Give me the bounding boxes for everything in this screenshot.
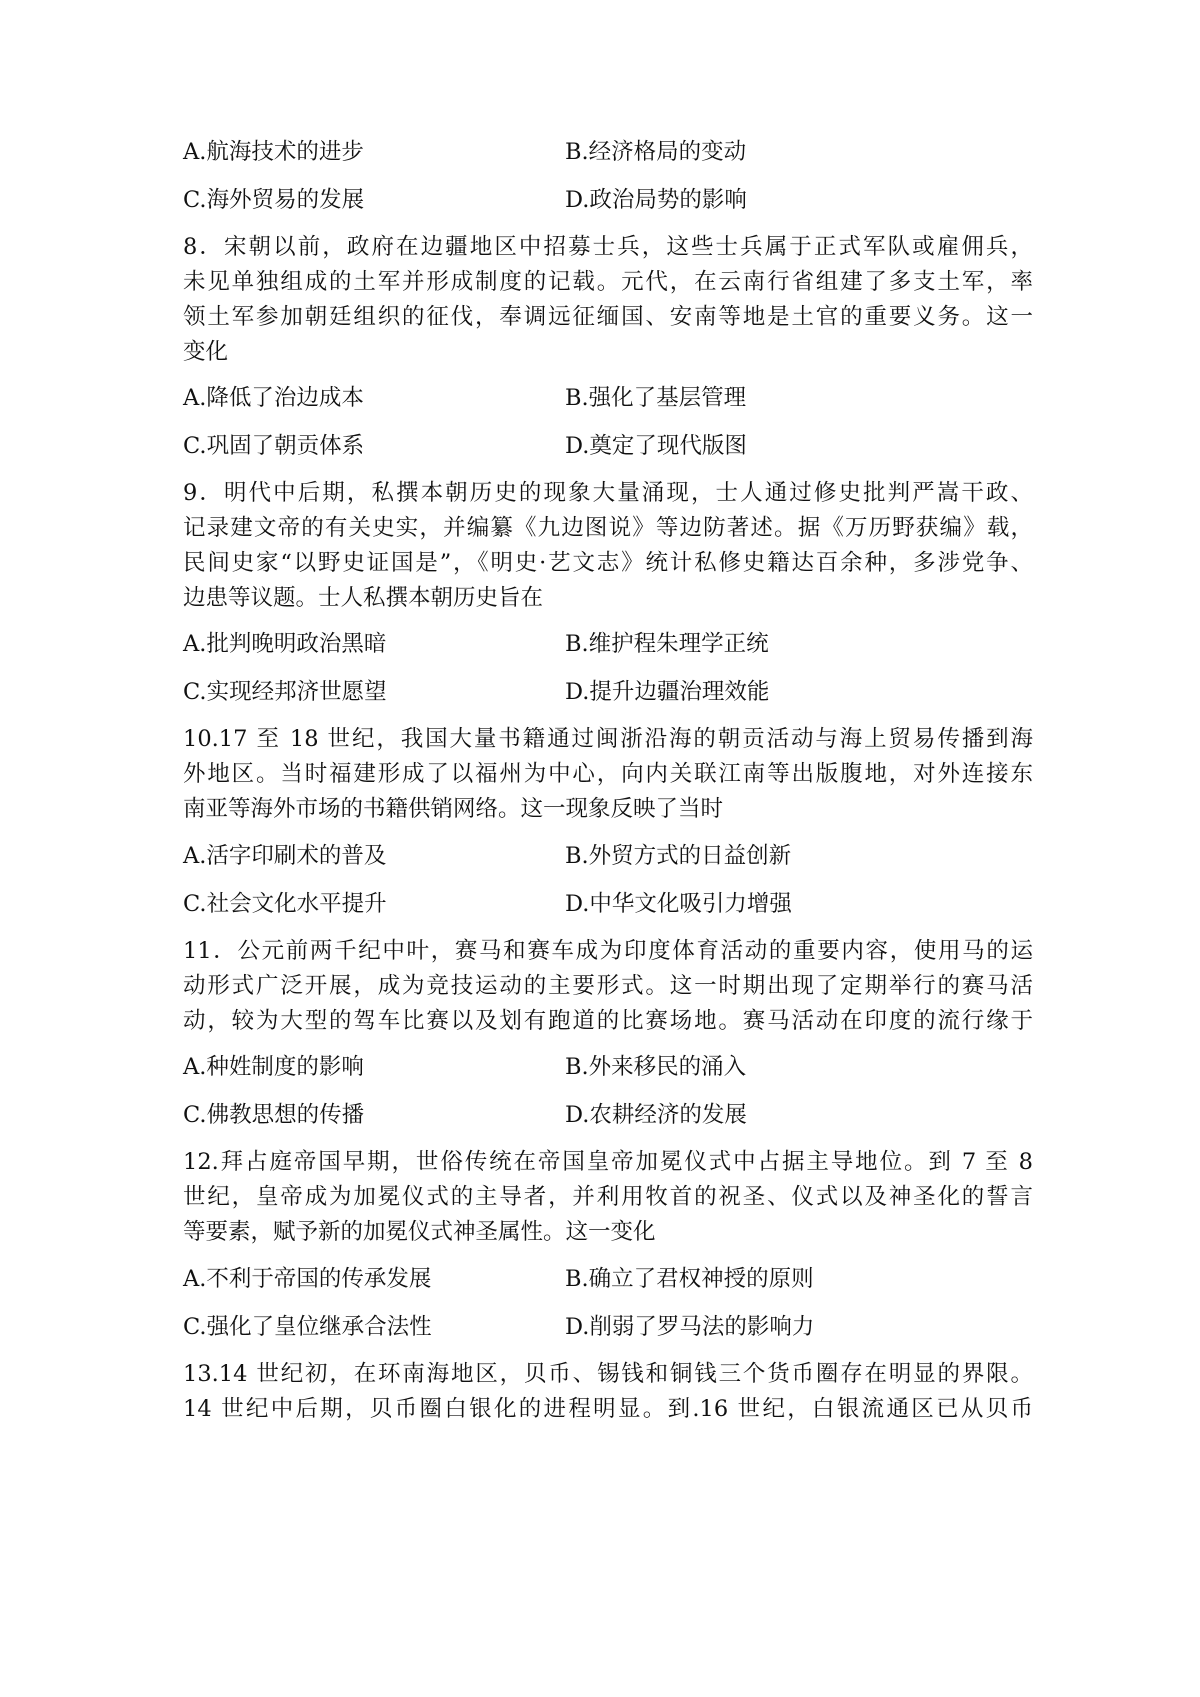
q12-stem-line-1: 12.拜占庭帝国早期，世俗传统在帝国皇帝加冕仪式中占据主导地位。到 7 至 8 <box>183 1149 1033 1175</box>
q10-option-c: C.社会文化水平提升 <box>183 891 387 917</box>
q8-option-a: A.降低了治边成本 <box>183 385 364 411</box>
q9-stem-line-3: 民间史家“以野史证国是”，《明史·艺文志》统计私修史籍达百余种，多涉党争、 <box>183 550 1033 576</box>
q13-stem-line-1: 13.14 世纪初，在环南海地区，贝币、锡钱和铜钱三个货币圈存在明显的界限。 <box>183 1361 1033 1387</box>
q10-stem-line-1: 10.17 至 18 世纪，我国大量书籍通过闽浙沿海的朝贡活动与海上贸易传播到海 <box>183 726 1033 752</box>
q8-stem-line-3: 领土军参加朝廷组织的征伐，奉调远征缅国、安南等地是土官的重要义务。这一 <box>183 304 1033 330</box>
q11-stem-line-2: 动形式广泛开展，成为竞技运动的主要形式。这一时期出现了定期举行的赛马活 <box>183 973 1033 999</box>
q7-option-a: A.航海技术的进步 <box>183 139 364 165</box>
q8-option-b: B.强化了基层管理 <box>565 385 747 411</box>
q9-option-b: B.维护程朱理学正统 <box>565 631 769 657</box>
q12-stem-line-3: 等要素，赋予新的加冕仪式神圣属性。这一变化 <box>183 1219 656 1245</box>
q8-option-c: C.巩固了朝贡体系 <box>183 433 365 459</box>
q10-option-d: D.中华文化吸引力增强 <box>565 891 792 917</box>
q11-option-c: C.佛教思想的传播 <box>183 1102 365 1128</box>
q9-stem-line-1: 9．明代中后期，私撰本朝历史的现象大量涌现，士人通过修史批判严嵩干政、 <box>183 480 1033 506</box>
q8-stem-line-4: 变化 <box>183 339 229 365</box>
q9-stem-line-2: 记录建文帝的有关史实，并编纂《九边图说》等边防著述。据《万历野获编》载， <box>183 515 1033 541</box>
q11-stem-line-1: 11．公元前两千纪中叶，赛马和赛车成为印度体育活动的重要内容，使用马的运 <box>183 938 1033 964</box>
q9-option-c: C.实现经邦济世愿望 <box>183 679 387 705</box>
q12-option-b: B.确立了君权神授的原则 <box>565 1266 814 1292</box>
q7-option-b: B.经济格局的变动 <box>565 139 747 165</box>
q12-option-d: D.削弱了罗马法的影响力 <box>565 1314 815 1340</box>
q7-option-d: D.政治局势的影响 <box>565 187 747 213</box>
q10-option-a: A.活字印刷术的普及 <box>183 843 387 869</box>
q10-option-b: B.外贸方式的日益创新 <box>565 843 792 869</box>
q10-stem-line-2: 外地区。当时福建形成了以福州为中心，向内关联江南等出版腹地，对外连接东 <box>183 761 1033 787</box>
q9-option-a: A.批判晚明政治黑暗 <box>183 631 387 657</box>
q8-option-d: D.奠定了现代版图 <box>565 433 747 459</box>
q8-stem-line-2: 未见单独组成的土军并形成制度的记载。元代，在云南行省组建了多支土军，率 <box>183 269 1033 295</box>
q12-option-c: C.强化了皇位继承合法性 <box>183 1314 432 1340</box>
q11-stem-line-3: 动，较为大型的驾车比赛以及划有跑道的比赛场地。赛马活动在印度的流行缘于 <box>183 1008 1033 1034</box>
q12-stem-line-2: 世纪，皇帝成为加冕仪式的主导者，并利用牧首的祝圣、仪式以及神圣化的誓言 <box>183 1184 1033 1210</box>
q8-stem-line-1: 8．宋朝以前，政府在边疆地区中招募士兵，这些士兵属于正式军队或雇佣兵， <box>183 234 1033 260</box>
q10-stem-line-3: 南亚等海外市场的书籍供销网络。这一现象反映了当时 <box>183 796 724 822</box>
q11-option-d: D.农耕经济的发展 <box>565 1102 747 1128</box>
q9-stem-line-4: 边患等议题。士人私撰本朝历史旨在 <box>183 585 544 611</box>
q12-option-a: A.不利于帝国的传承发展 <box>183 1266 432 1292</box>
q9-option-d: D.提升边疆治理效能 <box>565 679 770 705</box>
q13-stem-line-2: 14 世纪中后期，贝币圈白银化的进程明显。到.16 世纪，白银流通区已从贝币 <box>183 1396 1033 1422</box>
q7-option-c: C.海外贸易的发展 <box>183 187 365 213</box>
q11-option-a: A.种姓制度的影响 <box>183 1054 364 1080</box>
q11-option-b: B.外来移民的涌入 <box>565 1054 747 1080</box>
